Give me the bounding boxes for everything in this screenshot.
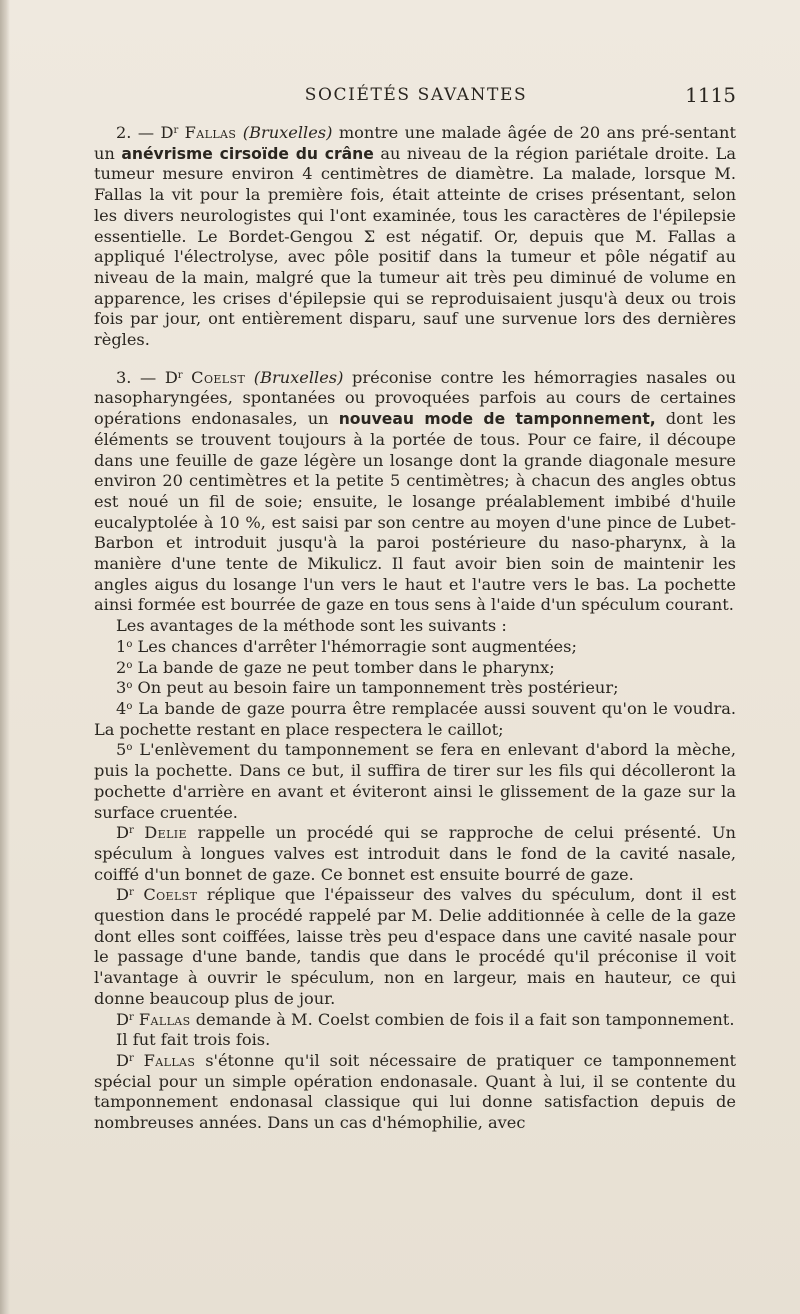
speaker-name: Delie [144,823,187,843]
page-number: 1115 [685,83,736,107]
doctor-title: $D^r$ [160,123,179,142]
author-name: Fallas [184,123,237,142]
page-binding-edge [0,0,10,1314]
advantage-item: 2$^o$ La bande de gaze ne peut tomber dans le pharynx; [116,657,555,677]
paragraph-text: au niveau de la région pariétale droite. La tumeur mesure environ 4 centimètres de diamètre. La malade, lorsque M. Fallas la vit pour la première fois, était atteinte de crises présentant, selon les divers neurologistes qui l'ont examinée, tous les caractères de l'épilepsie essentielle. Le Bordet-Gengou Σ est négatif. Or, depuis que M. Fallas a appliqué l'électrolyse, avec pôle positif dans la tumeur et pôle négatif au niveau de la main, malgré que la tumeur ait très peu diminué de volume en apparence, les crises d'épilepsie qui se reproduisaient jusqu'à deux ou trois fois par jour, ont entièrement disparu, sauf une survenue lors des dernières règles. [94,143,737,350]
running-title: SOCIÉTÉS SAVANTES [304,85,528,105]
paragraph-text: préconise contre les hémorragies nasales ou nasopharyngées, spontanées ou provoquées parfois au cours de certaines opérations endonasales, un [94,367,736,429]
author-name: Coelst [191,367,246,387]
entry-number: 2. — [116,123,155,142]
advantage-item: 4$^o$ La bande de gaze pourra être remplacée aussi souvent qu'on le voudra. La pochette restant en place respectera le caillot; [94,698,736,739]
body-text [94,123,736,1134]
author-affiliation: (Bruxelles) [253,367,344,387]
discussion-paragraph: $D^r$ Delie rappelle un procédé qui se rapproche de celui présenté. Un spéculum à longues valves est introduit dans le fond de la cavité nasale, coiffé d'un bonnet de gaze. Ce bonnet est ensuite bourré de gaze. [94,823,736,884]
discussion-paragraph: Il fut fait trois fois. [116,1030,271,1050]
advantage-item: 1$^o$ Les chances d'arrêter l'hémorragie sont augmentées; [116,636,577,656]
speaker-name: Fallas [143,1050,196,1070]
entry-3-paragraph [94,368,736,616]
speaker-name: Fallas [138,1009,191,1029]
speaker-name: Coelst [143,885,198,905]
discussion-paragraph: $D^r$ Fallas demande à M. Coelst combien de fois il a fait son tamponnement. [116,1009,735,1029]
doctor-title: $D^r$ [164,367,183,387]
entry-number: 3. — [116,367,157,387]
running-head [96,82,736,114]
advantage-item: 3$^o$ On peut au besoin faire un tamponnement très postérieur; [116,678,619,698]
discussion-paragraph: $D^r$ Coelst réplique que l'épaisseur des valves du spéculum, dont il est question dans le procédé rappelé par M. Delie additionnée à celle de la gaze dont elles sont coiffées, laisse très peu d'espace dans une cavité nasale pour le passage d'une bande, tandis que dans le procédé qu'il préconise il voit l'avantage à ouvrir le spéculum, non en largeur, mais en hauteur, ce qui donne beaucoup plus de jour. [94,885,736,1008]
entry-2-paragraph [94,123,736,351]
author-affiliation: (Bruxelles) [242,123,333,142]
bold-heading: nouveau mode de tamponnement, [338,410,656,429]
paragraph-text: montre une malade âgée de 20 ans pré-sentant un [94,123,736,163]
paragraph-text: dont les éléments se trouvent toujours à la portée de tous. Pour ce faire, il découpe dans une feuille de gaze légère un losange dont la grande diagonale mesure environ 20 centimètres et la petite 5 centimètres; à chacun des angles obtus est noué un fil de soie; ensuite, le losange préalablement imbibé d'huile eucalyptolée à 10 %, est saisi par son centre au moyen d'une pince de Lubet-Barbon et introduit jusqu'à la paroi postérieure du naso-pharynx, à la manière d'une tente de Mikulicz. Il faut avoir bien soin de maintenir les angles aigus du losange l'un vers le haut et l'autre vers le bas. La pochette ainsi formée est bourrée de gaze en tous sens à l'aide d'un spéculum courant. [94,409,736,615]
discussion-paragraph: $D^r$ Fallas s'étonne qu'il soit nécessaire de pratiquer ce tamponnement spécial pour un simple opération endonasale. Quant à lui, il se contente du tamponnement endonasal classique qui lui donne satisfaction depuis de nombreuses années. Dans un cas d'hémophilie, avec [94,1050,736,1133]
bold-heading: anévrisme cirsoïde du crâne [121,144,374,163]
advantages-intro: Les avantages de la méthode sont les suivants : [116,616,507,636]
advantage-item: 5$^o$ L'enlèvement du tamponnement se fera en enlevant d'abord la mèche, puis la pochette. Dans ce but, il suffira de tirer sur les fils qui décolleront la pochette d'arrière en avant et éviteront ainsi le glissement de la gaze sur la surface cruentée. [94,740,736,822]
